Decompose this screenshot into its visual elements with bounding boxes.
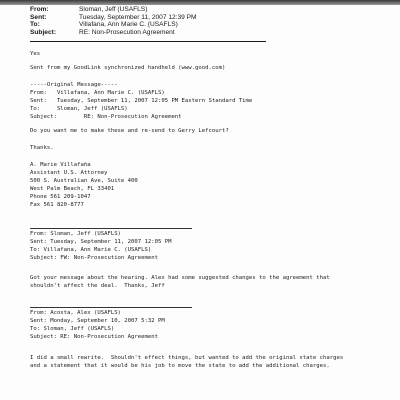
header-to-label: To:	[30, 21, 40, 29]
original-sent: Sent: Tuesday, September 11, 2007 12:05 PM Eastern Standard Time	[30, 98, 253, 104]
message-separator-2	[30, 307, 192, 308]
original-to: To: Sloman, Jeff (USAFLS)	[30, 106, 128, 112]
message3-from: From: Acosta, Alex (USAFLS)	[30, 310, 121, 316]
message3-body-line1: I did a small rewrite. Shouldn't effect things, but wanted to add the original state charges	[30, 355, 344, 361]
scan-top-edge	[0, 0, 400, 5]
thanks-text: Thanks.	[30, 145, 54, 151]
signature-name: A. Marie Villafaña	[30, 162, 91, 168]
header-from-row	[30, 6, 390, 14]
signature-title: Assistant U.S. Attorney	[30, 170, 108, 176]
message2-body-line2: shouldn't affect the deal. Thanks, Jeff	[30, 283, 165, 289]
header-from-value: Sloman, Jeff (USAFLS)	[79, 6, 148, 13]
header-sent-value: Tuesday, September 11, 2007 12:39 PM	[79, 13, 197, 21]
message2-subject: Subject: FW: Non-Prosecution Agreement	[30, 255, 158, 261]
original-subject: Subject: RE: Non-Prosecution Agreement	[30, 114, 182, 120]
original-message-marker: -----Original Message-----	[30, 82, 118, 88]
message3-to: To: Sloman, Jeff (USAFLS)	[30, 326, 115, 332]
signature-address-line2: West Palm Beach, FL 33401	[30, 186, 115, 192]
header-to-value: Villafana, Ann Marie C. (USAFLS)	[79, 21, 178, 29]
message2-from: From: Sloman, Jeff (USAFLS)	[30, 231, 121, 237]
message-separator-1	[30, 228, 192, 229]
message2-sent: Sent: Tuesday, September 11, 2007 12:05 PM	[30, 239, 172, 245]
message3-body-line2: and a statement that it would be his job to move the state to add the additional charges.	[30, 363, 330, 369]
signature-fax: Fax 561 820-8777	[30, 202, 84, 208]
header-rule	[30, 41, 266, 42]
header-subject-label: Subject:	[30, 28, 57, 36]
question-text: Do you want me to make these and re-send to Gerry Lefcourt?	[30, 128, 229, 134]
email-header	[30, 6, 390, 36]
header-subject-row	[30, 29, 390, 37]
header-sent-label: Sent:	[30, 13, 47, 21]
message2-to: To: Villafana, Ann Marie C. (USAFLS)	[30, 247, 152, 253]
header-to-row	[30, 21, 390, 29]
mobile-signature: Sent from my GoodLink synchronized handheld (www.good.com)	[30, 65, 226, 71]
signature-address-line1: 500 S. Australian Ave, Suite 400	[30, 178, 138, 184]
header-sent-row	[30, 14, 390, 22]
header-subject-value: RE: Non-Prosecution Agreement	[79, 28, 175, 36]
original-from: From: Villafana, Ann Marie C. (USAFLS)	[30, 90, 165, 96]
signature-phone: Phone 561 209-1047	[30, 194, 91, 200]
reply-text: Yes	[30, 51, 41, 57]
header-from-label: From:	[30, 6, 49, 13]
message3-sent: Sent: Monday, September 10, 2007 5:32 PM	[30, 318, 165, 324]
message3-subject: Subject: RE: Non-Prosecution Agreement	[30, 334, 158, 340]
message2-body-line1: Got your message about the hearing. Alex had some suggested changes to the agreement that	[30, 275, 330, 281]
